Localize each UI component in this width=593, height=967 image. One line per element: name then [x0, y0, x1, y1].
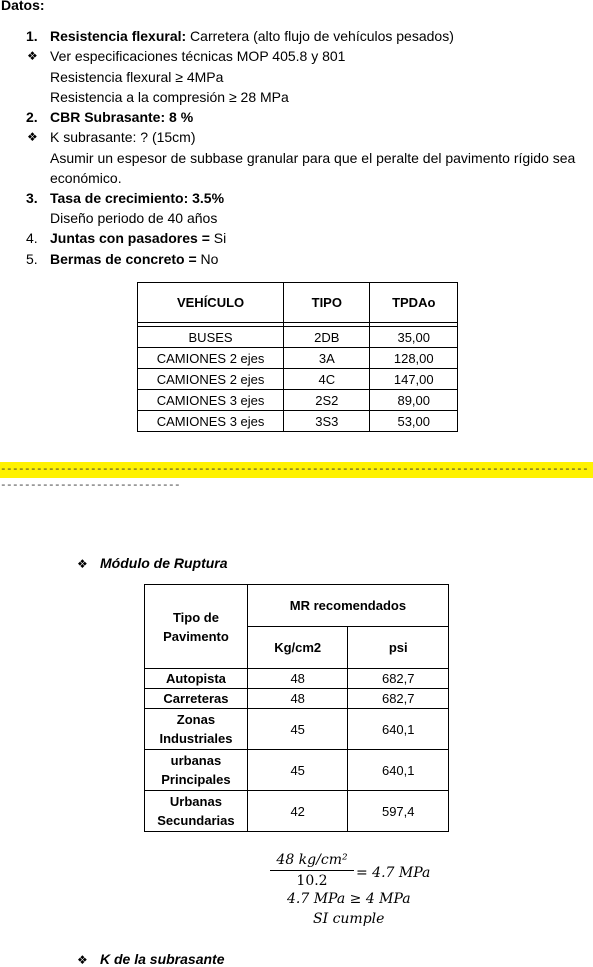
table-row: [145, 791, 449, 832]
mr-table: [144, 584, 449, 832]
mr-header-psi: psi: [348, 627, 449, 669]
formula-result: = 4.7 MPa: [356, 865, 431, 881]
table-row: [138, 411, 458, 432]
table-cell: 2S2: [284, 390, 370, 411]
item-2-bullet-text: K subrasante: ? (15cm): [50, 129, 196, 145]
traffic-header-vehiculo: VEHÍCULO: [138, 283, 284, 323]
item-3-label: Tasa de crecimiento: 3.5%: [50, 190, 225, 206]
item-2-number: 2.: [26, 109, 38, 125]
table-row: [138, 390, 458, 411]
item-5-label: Bermas de concreto =: [50, 251, 197, 267]
table-row: [145, 750, 449, 791]
item-4-label: Juntas con pasadores =: [50, 230, 210, 246]
traffic-table-header-row: [138, 283, 458, 323]
table-cell: [145, 750, 248, 791]
table-cell: 3S3: [284, 411, 370, 432]
diamond-bullet-icon: ❖: [77, 953, 88, 967]
table-cell: 682,7: [348, 689, 449, 709]
table-cell-text: urbanas Principales: [161, 753, 231, 787]
table-cell: 640,1: [348, 750, 449, 791]
item-5-number: 5.: [26, 251, 38, 267]
diamond-bullet-icon: ❖: [27, 130, 38, 144]
item-4-number: 4.: [26, 230, 38, 246]
table-cell: 4C: [284, 369, 370, 390]
item-1-value: Carretera (alto flujo de vehículos pesados): [186, 28, 454, 44]
table-cell: Autopista: [145, 669, 248, 689]
table-row: [145, 709, 449, 750]
table-cell: 89,00: [370, 390, 458, 411]
formula-denominator: 10.2: [296, 873, 328, 889]
table-cell: 128,00: [370, 348, 458, 369]
k-subrasante-heading: K de la subrasante: [100, 951, 225, 967]
item-3-number: 3.: [26, 190, 38, 206]
item-1-line-1: Resistencia flexural ≥ 4MPa: [50, 69, 224, 85]
table-row: [138, 348, 458, 369]
item-4-value: Si: [209, 230, 227, 246]
item-1-line-2: Resistencia a la compresión ≥ 28 MPa: [50, 89, 289, 105]
item-1-number: 1.: [26, 28, 38, 44]
table-cell: 2DB: [284, 327, 370, 348]
diamond-bullet-icon: ❖: [27, 49, 38, 63]
table-cell-text: Urbanas Secundarias: [157, 794, 235, 828]
traffic-header-tpdao: TPDAo: [370, 283, 458, 323]
item-5-value: No: [196, 251, 219, 267]
table-cell: 682,7: [348, 669, 449, 689]
formula-fraction: [270, 852, 354, 889]
table-cell: 640,1: [348, 709, 449, 750]
formula-conclusion: SI cumple: [313, 911, 385, 927]
table-cell: 45: [247, 750, 348, 791]
item-3-line-1: Diseño periodo de 40 años: [50, 210, 218, 226]
table-cell: 147,00: [370, 369, 458, 390]
table-cell: [145, 791, 248, 832]
table-cell-text: Zonas Industriales: [159, 712, 233, 746]
item-2-line-2: económico.: [50, 170, 122, 186]
mr-header-group: MR recomendados: [247, 585, 448, 627]
table-cell: Carreteras: [145, 689, 248, 709]
table-cell: BUSES: [138, 327, 284, 348]
mr-header-kgcm2: Kg/cm2: [247, 627, 348, 669]
formula-comparison: 4.7 MPa ≥ 4 MPa: [287, 891, 411, 907]
table-row: [145, 689, 449, 709]
table-cell: 35,00: [370, 327, 458, 348]
table-cell: 3A: [284, 348, 370, 369]
item-5-text: [50, 251, 218, 267]
mr-table-header-row: [145, 585, 449, 627]
table-cell: CAMIONES 2 ejes: [138, 348, 284, 369]
table-cell: 48: [247, 689, 348, 709]
table-row: [138, 327, 458, 348]
table-cell: [145, 709, 248, 750]
fraction-bar: [270, 870, 354, 871]
diamond-bullet-icon: ❖: [77, 557, 88, 571]
datos-heading: Datos:: [1, 0, 45, 13]
table-cell: 42: [247, 791, 348, 832]
modulo-ruptura-heading: Módulo de Ruptura: [100, 555, 228, 571]
table-cell: CAMIONES 2 ejes: [138, 369, 284, 390]
mr-header-tipo-pavimento: [145, 585, 248, 669]
separator-highlight: --------------------------------------------------------------------------------------------------------------------------------: [0, 462, 593, 478]
table-cell: 45: [247, 709, 348, 750]
traffic-table: [137, 282, 458, 432]
table-cell: 48: [247, 669, 348, 689]
table-row: [145, 669, 449, 689]
formula-numerator: 48 kg/cm²: [276, 852, 348, 868]
table-cell: CAMIONES 3 ejes: [138, 411, 284, 432]
traffic-header-tipo: TIPO: [284, 283, 370, 323]
item-1-label: Resistencia flexural:: [50, 28, 187, 44]
item-1-text: [50, 28, 454, 44]
table-cell: 53,00: [370, 411, 458, 432]
mr-header-tipo-text: Tipo de Pavimento: [163, 609, 229, 644]
table-cell: 597,4: [348, 791, 449, 832]
item-4-text: [50, 230, 226, 246]
item-2-label: CBR Subrasante: 8 %: [50, 109, 194, 125]
item-1-bullet-text: Ver especificaciones técnicas MOP 405.8 y 801: [50, 48, 346, 64]
table-row: [138, 369, 458, 390]
table-cell: CAMIONES 3 ejes: [138, 390, 284, 411]
item-2-line-1: Asumir un espesor de subbase granular para que el peralte del pavimento rígido sea: [50, 150, 576, 166]
